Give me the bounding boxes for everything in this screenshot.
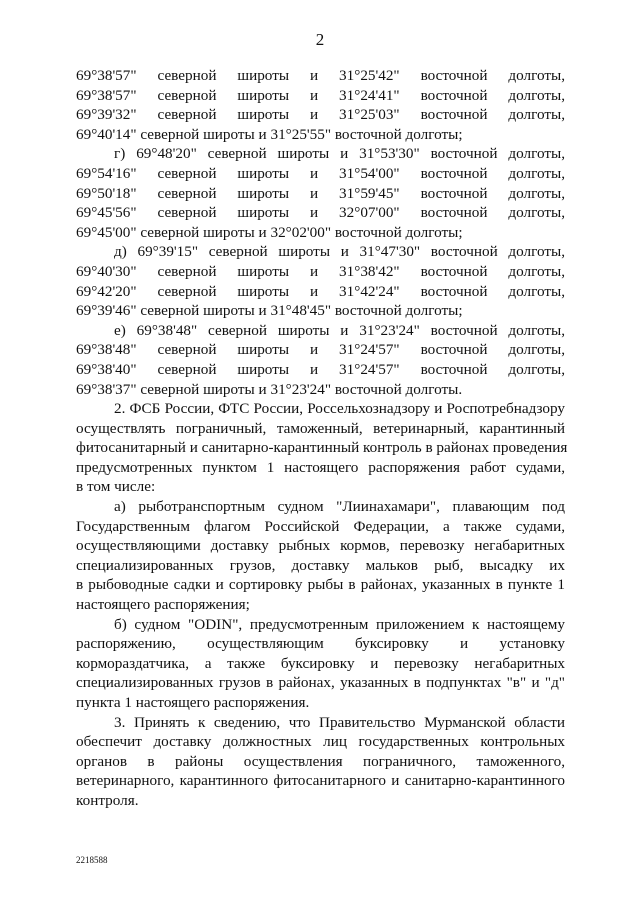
paragraph-3 [76, 713, 565, 811]
text-line: 69°50'18" северной широты и 31°59'45" восточной долготы, [76, 184, 565, 202]
document-code: 2218588 [76, 855, 108, 865]
text-line: в том числе: [76, 478, 156, 496]
text-line: 2. ФСБ России, ФТС России, Россельхознадзору и Роспотребнадзору [114, 400, 565, 418]
text-line: д) 69°39'15" северной широты и 31°47'30" восточной долготы, [114, 243, 565, 261]
text-line: обеспечит доставку должностных лиц государственных контрольных [76, 733, 565, 751]
text-line: фитосанитарный и санитарно-карантинный контроль в районах проведения [76, 439, 568, 457]
text-line: 69°40'30" северной широты и 31°38'42" восточной долготы, [76, 262, 565, 280]
text-line: 69°39'32" северной широты и 31°25'03" восточной долготы, [76, 106, 565, 124]
text-line: 69°38'37" северной широты и 31°23'24" восточной долготы. [76, 380, 463, 398]
text-line: распоряжению, осуществляющим буксировку и установку [76, 635, 565, 653]
text-line: осуществляющими доставку рыбных кормов, перевозку негабаритных [76, 537, 565, 555]
text-line: 69°38'40" северной широты и 31°24'57" восточной долготы, [76, 360, 565, 378]
text-line: специализированных грузов, доставку мальков рыб, высадку их [76, 556, 565, 574]
text-line: контроля. [76, 791, 139, 809]
text-line: настоящего распоряжения; [76, 596, 250, 614]
text-line: 69°39'46" северной широты и 31°48'45" восточной долготы; [76, 302, 463, 320]
text-line: Государственным флагом Российской Федерации, а также судами, [76, 517, 565, 535]
text-line: 69°38'48" северной широты и 31°24'57" восточной долготы, [76, 341, 565, 359]
text-line: 69°38'57" северной широты и 31°25'42" восточной долготы, [76, 67, 565, 84]
text-line: е) 69°38'48" северной широты и 31°23'24" восточной долготы, [114, 321, 565, 339]
text-line: б) судном "ODIN", предусмотренным приложением к настоящему [114, 615, 565, 633]
text-line: ветеринарного, карантинного фитосанитарного и санитарно-карантинного [76, 772, 565, 790]
text-line: а) рыботранспортным судном "Лиинахамари", плавающим под [114, 498, 565, 516]
text-line: г) 69°48'20" северной широты и 31°53'30" восточной долготы, [114, 145, 565, 163]
paragraph-2a [76, 497, 565, 615]
page-number: 2 [315, 30, 325, 49]
text-line: 69°38'57" северной широты и 31°24'41" восточной долготы, [76, 86, 565, 104]
text-line: специализированных грузов в районах, указанных в подпунктах "в" и "д" [76, 674, 565, 692]
text-line: в рыбоводные садки и сортировку рыбы в районах, указанных в пункте 1 [76, 576, 565, 594]
coordinates-block-v-tail [76, 66, 565, 144]
paragraph-2b [76, 615, 565, 713]
text-line: органов в районы осуществления пограничного, таможенного, [76, 752, 565, 770]
text-line: 69°45'00" северной широты и 32°02'00" восточной долготы; [76, 223, 463, 241]
text-line: пункта 1 настоящего распоряжения. [76, 694, 310, 711]
coordinates-block-e [76, 321, 565, 399]
text-line: 69°54'16" северной широты и 31°54'00" восточной долготы, [76, 164, 565, 182]
coordinates-block-g [76, 144, 565, 242]
text-line: 69°45'56" северной широты и 32°07'00" восточной долготы, [76, 204, 565, 222]
text-line: осуществлять пограничный, таможенный, ветеринарный, карантинный [76, 419, 565, 437]
document-body [76, 66, 568, 811]
text-line: 3. Принять к сведению, что Правительство Мурманской области [114, 713, 565, 731]
text-line: 69°42'20" северной широты и 31°42'24" восточной долготы, [76, 282, 565, 300]
text-line: предусмотренных пунктом 1 настоящего распоряжения работ судами, [76, 458, 565, 476]
paragraph-2 [76, 399, 568, 497]
text-line: 69°40'14" северной широты и 31°25'55" восточной долготы; [76, 125, 463, 143]
text-line: кормораздатчика, а также буксировку и перевозку негабаритных [76, 654, 565, 672]
coordinates-block-d [76, 242, 565, 320]
